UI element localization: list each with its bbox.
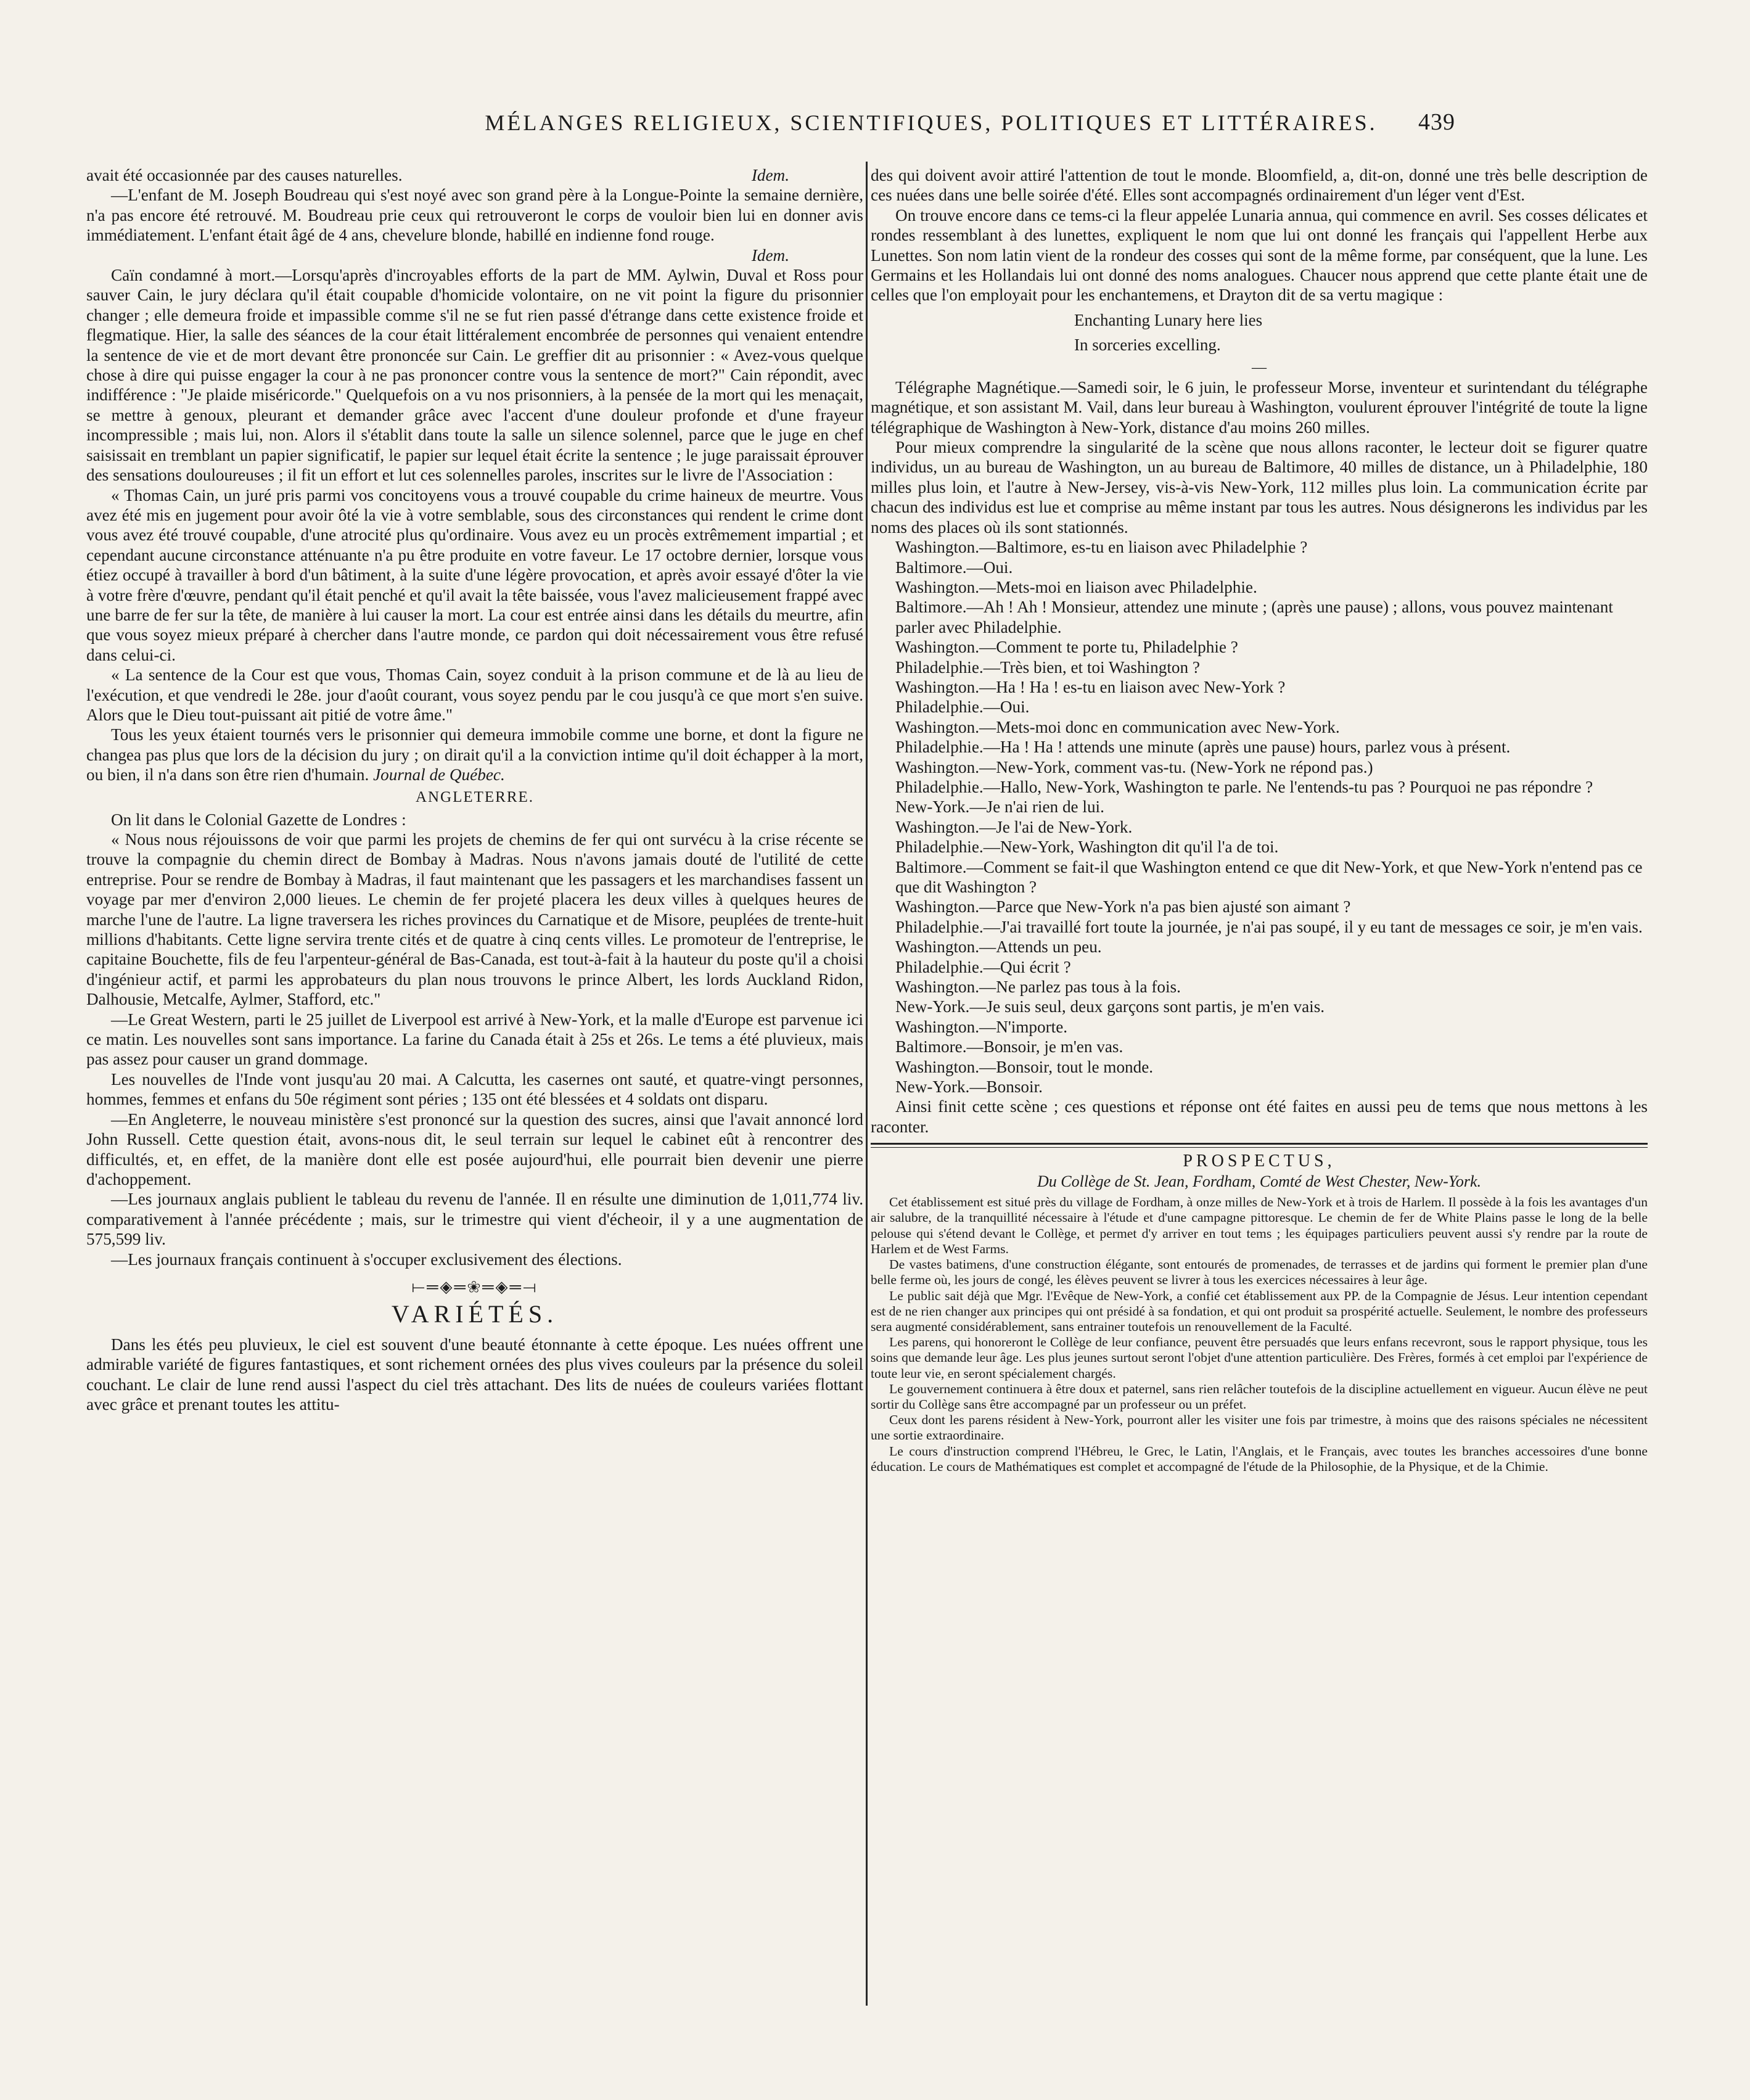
article-paragraph: —Le Great Western, parti le 25 juillet de Liverpool est arrivé à New-York, et la malle d'Europe est parvenue ici ce matin. Les nouvelles sont sans importance. La farine du Canada était à 25s et 26s. Le tems a été pluvieux, mais pas assez pour causer un grand dommage.: [86, 1010, 863, 1069]
article-paragraph: « La sentence de la Cour est que vous, Thomas Cain, soyez conduit à la prison commune et de là au lieu de l'exécution, et que vendredi le 28e. jour d'août courant, vous soyez pendu par le cou jusqu'à ce que mort s'en suive. Alors que le Dieu tout-puissant ait pitié de votre âme.": [86, 665, 863, 724]
article-paragraph: Tous les yeux étaient tournés vers le prisonnier qui demeura immobile comme une borne, et dont la figure ne changea pas plus que lors de la décision du jury ; on dirait qu'il a la conviction intime qu'il doit échapper à la mort, ou bien, il n'a dans son être rien d'humain. Journal de Québec.: [86, 725, 863, 784]
poem-line: In sorceries excelling.: [1074, 335, 1221, 354]
dialogue-line: Washington.—Mets-moi donc en communication avec New-York.: [895, 717, 1340, 736]
article-paragraph: Télégraphe Magnétique.—Samedi soir, le 6 juin, le professeur Morse, inventeur et surintendant du télégraphe magnétique, et son assistant M. Vail, dans leur bureau à Washington, voulurent éprouver l'intégrité de toute la ligne télégraphique de Washington à New-York, distance d'au moins 260 milles.: [871, 377, 1648, 437]
left-column: [86, 165, 863, 2053]
prospectus-paragraph: Le gouvernement continuera à être doux et paternel, sans rien relâcher toutefois de la discipline actuellement en vigueur. Aucun élève ne peut sortir du Collège sans être accompagné par un professeur ou un préfet.: [871, 1381, 1648, 1412]
source-credit: Journal de Québec.: [373, 765, 505, 784]
running-header: MÉLANGES RELIGIEUX, SCIENTIFIQUES, POLITIQUES ET LITTÉRAIRES.: [485, 110, 1378, 135]
prospectus-heading: PROSPECTUS,: [1183, 1151, 1336, 1171]
dialogue-line: Philadelphie.—Hallo, New-York, Washington te parle. Ne l'entends-tu pas ? Pourquoi ne pas répondre ?: [895, 777, 1593, 796]
dialogue-line: New-York.—Je n'ai rien de lui.: [895, 797, 1104, 817]
dialogue-line: Philadelphie.—Très bien, et toi Washington ?: [895, 657, 1200, 677]
section-heading: VARIÉTÉS.: [391, 1299, 559, 1328]
article-paragraph: —En Angleterre, le nouveau ministère s'est prononcé sur la question des sucres, ainsi que l'avait annoncé lord John Russell. Cette question était, avons-nous dit, le seul terrain sur lequel le cabinet eût à rencontrer des difficultés, et, en effet, de la manière dont elle est posée aujourd'hui, elle pourrait bien devenir une pierre d'achoppement.: [86, 1110, 863, 1188]
dialogue-line: Baltimore.—Oui.: [895, 558, 1013, 577]
dialogue-line: New-York.—Je suis seul, deux garçons sont partis, je m'en vais.: [895, 997, 1325, 1016]
column-rule: [866, 162, 868, 2006]
article-paragraph: Pour mieux comprendre la singularité de la scène que nous allons raconter, le lecteur doit se figurer quatre individus, un au bureau de Washington, un au bureau de Baltimore, 40 milles de distance, un à Philadelphie, 180 milles plus loin, et l'autre à New-Jersey, vis-à-vis New-York, 112 milles plus loin. La communication écrite par chacun des individus est lue et comprise au même instant par tous les autres. Nous désignerons les individus par les noms des places où ils sont stationnés.: [871, 438, 1648, 537]
dialogue-line: New-York.—Bonsoir.: [895, 1077, 1043, 1097]
telegraph-dialogue: [871, 537, 1648, 1097]
prospectus-paragraph: Le public sait déjà que Mgr. l'Evêque de New-York, a confié cet établissement aux PP. de la Compagnie de Jésus. Leur intention cependant est de ne rien changer aux principes qui ont présidé à sa fondation, et qui ont produit sa prospérité actuelle. Seulement, le nombre des professeurs sera augmenté considérablement, sans entrainer toutefois un renouvellement de la Faculté.: [871, 1288, 1648, 1334]
prospectus-paragraph: De vastes batimens, d'une construction élégante, sont entourés de promenades, de terrasses et de jardins qui forment le premier plan d'une belle ferme où, les jours de congé, les élèves peuvent se livrer à tous les exercices nécessaires à leur âge.: [871, 1257, 1648, 1288]
dialogue-line: Washington.—Mets-moi en liaison avec Philadelphie.: [895, 577, 1257, 596]
prospectus-paragraph: Le cours d'instruction comprend l'Hébreu, le Grec, le Latin, l'Anglais, et le Français, avec toutes les branches accessoires d'une bonne éducation. Le cours de Mathématiques est complet et accompagné de l'étude de la Philosophie, de la Physique, et de la Chimie.: [871, 1443, 1648, 1474]
dialogue-line: Washington.—Attends un peu.: [895, 937, 1102, 957]
dialogue-line: Baltimore.—Comment se fait-il que Washington entend ce que dit New-York, et que New-York n'entend pas ce que dit Washington ?: [895, 857, 1643, 896]
separator-dash: —: [1252, 359, 1267, 376]
article-paragraph: Les nouvelles de l'Inde vont jusqu'au 20 mai. A Calcutta, les casernes ont sauté, et quatre-vingt personnes, hommes, femmes et enfans du 50e régiment sont péries ; 135 ont été blessées et 4 soldats ont disparu.: [86, 1069, 863, 1109]
dialogue-line: Washington.—Baltimore, es-tu en liaison avec Philadelphie ?: [895, 538, 1308, 557]
section-heading: ANGLETERRE.: [415, 788, 535, 805]
dialogue-line: Washington.—Je l'ai de New-York.: [895, 817, 1133, 836]
dialogue-line: Philadelphie.—J'ai travaillé fort toute la journée, je n'ai pas soupé, il y eu tant de messages ce soir, je m'en vais.: [895, 917, 1643, 936]
dialogue-line: Philadelphie.—Oui.: [895, 698, 1030, 717]
article-paragraph: « Nous nous réjouissons de voir que parmi les projets de chemins de fer qui ont survécu à la crise récente se trouve la compagnie du chemin direct de Bombay à Madras. Nous n'avons jamais douté de l'utilité de cette entreprise. Pour se rendre de Bombay à Madras, il faut maintenant que les passagers et les marchandises fassent un voyage par mer d'environ 2,000 lieues. Le chemin de fer projeté placera les deux villes à quelques heures de marche l'une de l'autre. La ligne traversera les riches provinces du Carnatique et de Misore, peuplées de trente-huit millions d'habitants. Cette ligne servira trente cités et de quatre à cinq cents villes. Le promoteur de l'entreprise, le capitaine Bouchette, fils de feu l'arpenteur-général de Bas-Canada, est tout-à-fait à la hauteur du poste qu'il a choisi d'ingénieur actif, et parmi les approbateurs du plan nous trouvons le prince Albert, les lords Auckland Ridon, Dalhousie, Metcalfe, Aylmer, Stafford, etc.": [86, 830, 863, 1009]
double-rule: [871, 1143, 1648, 1148]
prospectus-paragraph: Les parens, qui honoreront le Collège de leur confiance, peuvent être persuadés que leurs enfans recevront, sous le rapport physique, tous les soins que demande leur âge. Les plus jeunes surtout seront l'objet d'une attention particulière. Des Frères, formés à cet emploi par l'expérience de toute leur vie, en seront spécialement chargés.: [871, 1335, 1648, 1381]
article-paragraph: On trouve encore dans ce tems-ci la fleur appelée Lunaria annua, qui commence en avril. Ses cosses délicates et rondes ressemblant à des lunettes, expliquent le nom que lui ont donné les français qui l'appellent Herbe aux Lunettes. Son nom latin vient de la rondeur des cosses qui sont de la même forme, par conséquent, que la lune. Les Germains et les Hollandais lui ont donné des noms analogues. Chaucer nous apprend que cette plante était une de celles que l'on employait pour les enchantemens, et Drayton dit de sa vertu magique :: [871, 205, 1648, 305]
dialogue-line: Philadelphie.—Ha ! Ha ! attends une minute (après une pause) hours, parlez vous à présent.: [895, 738, 1511, 757]
source-credit: Idem.: [751, 166, 789, 184]
right-column: [871, 165, 1648, 2053]
dialogue-line: Washington.—Ne parlez pas tous à la fois.: [895, 978, 1181, 997]
dialogue-line: Philadelphie.—Qui écrit ?: [895, 957, 1071, 976]
article-paragraph: avait été occasionnée par des causes naturelles. Idem.: [86, 166, 789, 184]
article-paragraph: Ainsi finit cette scène ; ces questions et réponse ont été faites en aussi peu de tems que nous mettons à les raconter.: [871, 1097, 1648, 1136]
article-paragraph: On lit dans le Colonial Gazette de Londres :: [111, 810, 406, 829]
dialogue-line: Washington.—Comment te porte tu, Philadelphie ?: [895, 638, 1238, 657]
article-paragraph: —Les journaux anglais publient le tableau du revenu de l'année. Il en résulte une diminution de 1,011,774 liv. comparativement à l'année précédente ; mais, sur le trimestre qui vient d'écheoir, il y a une augmentation de 575,599 liv.: [86, 1190, 863, 1249]
prospectus-paragraph: Cet établissement est situé près du village de Fordham, à onze milles de New-York et à trois de Harlem. Il possède à la fois les avantages d'un air salubre, de la tranquillité nécessaire à l'étude et d'une campagne pittoresque. Le chemin de fer de White Plains passe le long de la belle pelouse qui s'étend devant le Collège, et permet d'y arriver en tout tems ; les équipages particuliers peuvent aussi s'y rendre par la route de Harlem et de West Farms.: [871, 1195, 1648, 1256]
dialogue-line: Washington.—New-York, comment vas-tu. (New-York ne répond pas.): [895, 757, 1373, 776]
dialogue-line: Washington.—Parce que New-York n'a pas bien ajusté son aimant ?: [895, 897, 1351, 916]
ornament-divider: ⟝═◈═❀═◈═⟞: [411, 1277, 538, 1296]
dialogue-line: Washington.—Ha ! Ha ! es-tu en liaison avec New-York ?: [895, 677, 1286, 696]
source-credit: Idem.: [751, 245, 789, 265]
prospectus-subheading: Du Collège de St. Jean, Fordham, Comté de West Chester, New-York.: [1037, 1172, 1481, 1191]
dialogue-line: Washington.—N'importe.: [895, 1017, 1068, 1036]
dialogue-line: Philadelphie.—New-York, Washington dit qu'il l'a de toi.: [895, 838, 1279, 857]
article-paragraph: « Thomas Cain, un juré pris parmi vos concitoyens vous a trouvé coupable du crime haineux de meurtre. Vous avez été mis en jugement pour avoir ôté la vie à votre semblable, sous des circonstances qui rendent le crime dont vous avez été trouvé coupable, d'une atrocité plus qu'ordinaire. Vous avez eu un procès extrêmement impartial ; et cependant aucune circonstance atténuante n'a pu être produite en votre faveur. Le 17 octobre dernier, lorsque vous étiez occupé à travailler à bord d'un bâtiment, à la suite d'une légère provocation, et après avoir essayé d'ôter la vie à votre frère d'œuvre, pendant qu'il était penché et qu'il avait la tête baissée, vous l'avez malicieusement frappé avec une barre de fer sur la tête, de manière à lui causer la mort. La cour est entrée ainsi dans les détails du meurtre, afin que vous soyez mieux préparé à chercher dans l'autre monde, ce pardon qui doit nécessairement vous être refusé dans celui-ci.: [86, 485, 863, 664]
article-paragraph: —L'enfant de M. Joseph Boudreau qui s'est noyé avec son grand père à la Longue-Pointe la semaine dernière, n'a pas encore été retrouvé. M. Boudreau prie ceux qui retrouveront le corps de vouloir bien lui en donner avis immédiatement. L'enfant était âgé de 4 ans, chevelure blonde, habillé en indienne fond rouge.: [86, 186, 863, 245]
poem-line: Enchanting Lunary here lies: [1074, 310, 1263, 329]
dialogue-line: Baltimore.—Bonsoir, je m'en vas.: [895, 1037, 1124, 1056]
article-paragraph: —Les journaux français continuent à s'occuper exclusivement des élections.: [111, 1250, 622, 1269]
article-paragraph: Caïn condamné à mort.—Lorsqu'après d'incroyables efforts de la part de MM. Aylwin, Duval et Ross pour sauver Cain, le jury déclara qu'il était coupable d'homicide volontaire, on ne vit point la figure du prisonnier changer ; elle demeura froide et impassible comme s'il ne se fut rien passé d'étrange dans cette existence froide et flegmatique. Hier, la salle des séances de la cour était littéralement encombrée de personnes qui venaient entendre la sentence de vie et de mort devant être prononcée sur Cain. Le greffier dit au prisonnier : « Avez-vous quelque chose à dire qui puisse engager la cour à ne pas prononcer contre vous la sentence de mort?" Cain répondit, avec indifférence : "Je plaide miséricorde." Quelquefois on a vu nos prisonniers, à la pensée de la mort qui les menaçait, se mettre à genoux, pleurant et demander grâce avec l'accent d'une douleur profonde et d'une frayeur incompressible ; mais lui, non. Alors il s'établit dans toute la salle un silence solennel, parce que le juge en chef saisissait en tremblant un papier significatif, le papier sur lequel était écrite la sentence ; le juge paraissait éprouver des sensations douloureuses ; il fit un effort et lut ces solennelles paroles, inscrites sur le livre de l'Association :: [86, 266, 863, 485]
page-number: 439: [1418, 109, 1455, 135]
prospectus-paragraph: Ceux dont les parens résident à New-York, pourront aller les visiter une fois par trimestre, à moins que des raisons spéciales ne nécessitent une sortie extraordinaire.: [871, 1412, 1648, 1443]
article-paragraph: des qui doivent avoir attiré l'attention de tout le monde. Bloomfield, a, dit-on, donné une très belle description de ces nuées dans une belle soirée d'été. Elles sont accompagnés ordinairement d'un léger vent d'Est.: [871, 166, 1648, 205]
article-paragraph: Dans les étés peu pluvieux, le ciel est souvent d'une beauté étonnante à cette époque. Les nuées offrent une admirable variété de figures fantastiques, et sont richement ornées des plus vives couleurs par la présence du soleil couchant. Le clair de lune rend aussi l'aspect du ciel très attachant. Des lits de nuées de couleurs variées flottant avec grâce et prenant toutes les attitu-: [86, 1335, 863, 1414]
dialogue-line: Baltimore.—Ah ! Ah ! Monsieur, attendez une minute ; (après une pause) ; allons, vous pouvez maintenant parler avec Philadelphie.: [895, 598, 1613, 636]
dialogue-line: Washington.—Bonsoir, tout le monde.: [895, 1057, 1154, 1076]
